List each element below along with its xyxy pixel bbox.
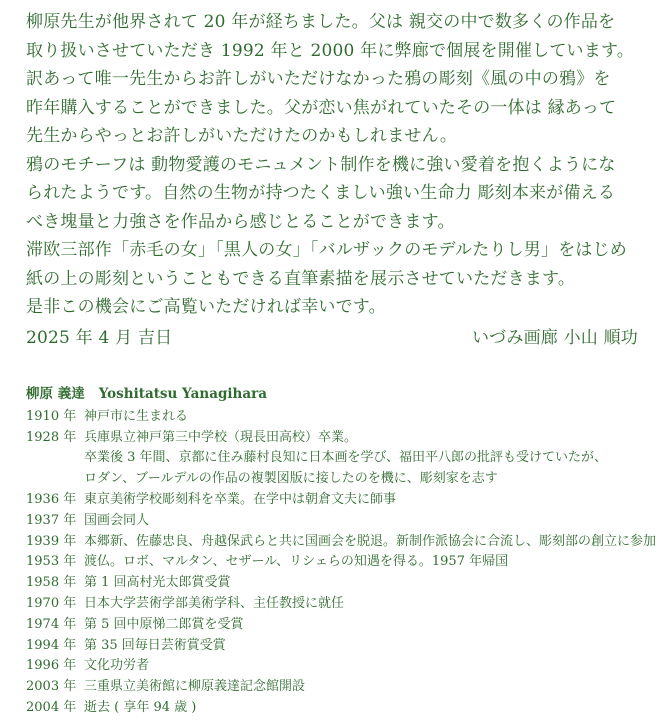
bio-text: 本郷新、佐藤忠良、舟越保武らと共に国画会を脱退。新制作派協会に合流し、彫刻部の創立に参加 — [84, 533, 657, 549]
bio-year: 1994 年 — [26, 637, 77, 653]
signature-row — [26, 324, 666, 352]
intro-line: 昨年購入することができました。父が恋い焦がれていたその一体は 縁あって — [26, 97, 617, 118]
bio-entry — [26, 428, 670, 449]
artist-name-jp: 柳原 義達 — [26, 386, 85, 402]
bio-year: 1928 年 — [26, 429, 77, 445]
bio-text: 神戸市に生まれる — [84, 408, 189, 424]
intro-line: られたようです。自然の生物が持つたくましい強い生命力 彫刻本来が備える — [26, 183, 616, 203]
bio-text: 東京美術学校彫刻科を卒業。在学中は朝倉文夫に師事 — [84, 491, 397, 507]
bio-entry — [26, 532, 670, 553]
bio-text: 逝去 ( 享年 94 歳 ) — [84, 699, 197, 715]
bio-year: 2004 年 — [26, 699, 77, 715]
bio-entry — [26, 677, 670, 698]
bio-continuation: 卒業後 3 年間、京都に住み藤村良知に日本画を学び、福田平八郎の批評も受けていたが、 — [84, 450, 608, 466]
intro-line: 紙の上の彫刻ということもできる直筆素描を展示させていただきます。 — [26, 268, 576, 289]
bio-entry — [26, 573, 670, 594]
bio-entry — [26, 511, 670, 532]
bio-year: 1953 年 — [26, 554, 77, 570]
bio-text: 文化功労者 — [84, 658, 150, 674]
bio-continuation: ロダン、ブールデルの作品の複製図版に接したのを機に、彫刻家を志す — [84, 471, 498, 487]
bio-entry — [26, 490, 670, 511]
intro-line: 滞欧三部作「赤毛の女」「黒人の女」「バルザックのモデルたりし男」をはじめ — [26, 240, 628, 260]
intro-line: 先生からやっとお許しがいただけたのかもしれません。 — [26, 126, 458, 146]
artist-biography — [26, 384, 670, 719]
bio-entry — [26, 698, 670, 719]
bio-text: 第 5 回中原悌二郎賞を受賞 — [84, 616, 244, 632]
intro-line: 是非この機会にご高覧いただければ幸いです。 — [26, 297, 386, 317]
intro-line: べき塊量と力強さを作品から感じとることができます。 — [26, 211, 455, 232]
bio-year: 1936 年 — [26, 491, 77, 507]
artist-name — [26, 384, 670, 405]
intro-line: 訳あって唯一先生からお許しがいただけなかった鴉の彫刻《風の中の鴉》を — [26, 69, 611, 89]
bio-entry — [26, 636, 670, 657]
bio-year: 1939 年 — [26, 533, 77, 549]
bio-text: 三重県立美術館に柳原義達記念館開設 — [84, 679, 306, 695]
bio-year: 1996 年 — [26, 658, 77, 674]
bio-entry — [26, 656, 670, 677]
artist-name-en: Yoshitatsu Yanagihara — [98, 386, 267, 402]
bio-text: 第 35 回毎日芸術賞受賞 — [84, 637, 226, 653]
intro-line: 鴉のモチーフは 動物愛護のモニュメント制作を機に強い愛着を抱くようにな — [26, 154, 616, 175]
bio-text: 国画会同人 — [84, 512, 150, 528]
introduction — [26, 8, 666, 352]
bio-text: 第 1 回高村光太郎賞受賞 — [84, 575, 231, 591]
bio-year: 1958 年 — [26, 575, 77, 591]
intro-line: 取り扱いさせていただき 1992 年と 2000 年に弊廊で個展を開催しています。 — [26, 40, 634, 61]
bio-entry — [26, 552, 670, 573]
bio-text: 兵庫県立神戸第三中学校（現長田高校）卒業。 — [84, 429, 358, 445]
bio-entry — [26, 407, 670, 428]
bio-year: 2003 年 — [26, 679, 77, 695]
bio-text: 渡仏。ロボ、マルタン、セザール、リシェらの知遇を得る。1957 年帰国 — [84, 554, 509, 570]
bio-text: 日本大学芸術学部美術学科、主任教授に就任 — [84, 595, 345, 611]
letter-date: 2025 年 4 月 吉日 — [26, 327, 173, 348]
bio-entry — [26, 594, 670, 615]
intro-line: 柳原先生が他界されて 20 年が経ちました。父は 親交の中で数多くの作品を — [26, 12, 616, 32]
bio-year: 1974 年 — [26, 616, 77, 632]
bio-entry — [26, 615, 670, 636]
gallery-signature: いづみ画廊 小山 順功 — [471, 327, 638, 348]
bio-year: 1937 年 — [26, 512, 77, 528]
bio-year: 1970 年 — [26, 595, 77, 611]
bio-year: 1910 年 — [26, 408, 77, 424]
